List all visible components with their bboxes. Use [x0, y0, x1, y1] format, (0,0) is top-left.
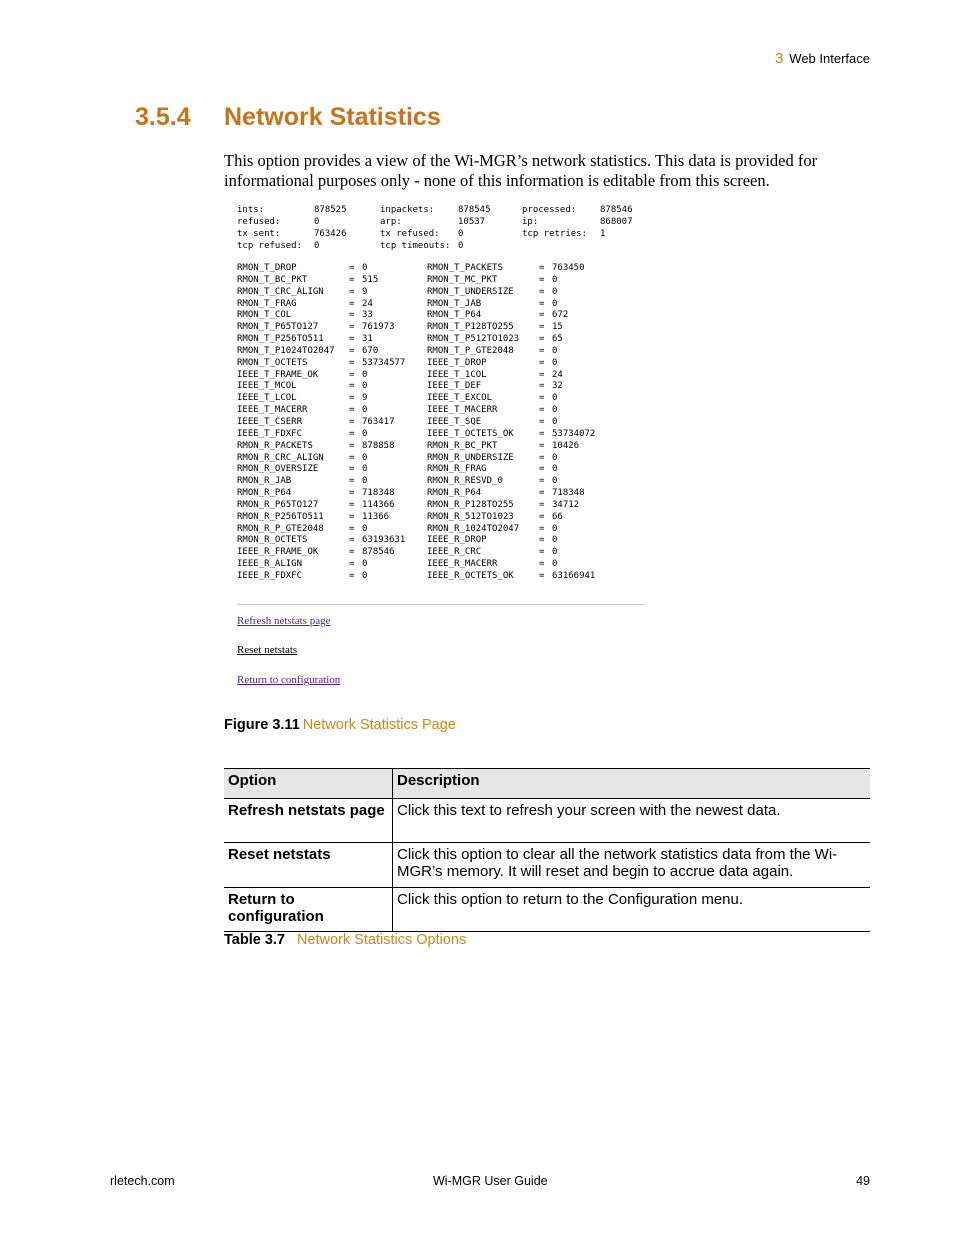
description-cell: Click this option to clear all the network statistics data from the Wi-MGR’s memory. It will reset and begin to accrue data again.	[393, 843, 871, 888]
equals-sign: =	[539, 286, 545, 297]
stat-row	[427, 275, 617, 287]
stat-value: 34712	[552, 499, 580, 510]
stat-value: 0	[362, 559, 368, 570]
stat-row	[427, 441, 617, 453]
stat-row	[427, 500, 617, 512]
equals-sign: =	[539, 381, 545, 392]
summary-counters	[237, 204, 640, 252]
stat-name: RMON_T_P_GTE2048	[427, 345, 514, 356]
stat-row	[237, 524, 427, 536]
counter-value: 878525	[314, 205, 347, 215]
stat-value: 15	[552, 322, 563, 333]
stat-value: 878858	[362, 440, 395, 451]
option-cell: Refresh netstats page	[224, 799, 393, 843]
stat-name: IEEE_R_MACERR	[427, 559, 498, 570]
footer-center: Wi-MGR User Guide	[433, 1174, 548, 1188]
stat-row	[427, 287, 617, 299]
stat-value: 33	[362, 310, 373, 321]
stat-name: IEEE_T_OCTETS_OK	[427, 428, 514, 439]
header-description: Description	[393, 769, 871, 799]
stat-value: 65	[552, 334, 563, 345]
stat-name: RMON_T_P128TO255	[427, 322, 514, 333]
equals-sign: =	[349, 381, 355, 392]
summary-row	[237, 204, 640, 216]
equals-sign: =	[349, 369, 355, 380]
equals-sign: =	[349, 416, 355, 427]
stat-row	[237, 346, 427, 358]
stat-name: IEEE_T_FDXFC	[237, 428, 303, 439]
summary-row	[237, 240, 640, 252]
stat-row	[237, 488, 427, 500]
stat-name: IEEE_R_OCTETS_OK	[427, 570, 514, 581]
return-to-configuration-link[interactable]: Return to configuration	[237, 674, 341, 686]
stat-row	[237, 275, 427, 287]
stat-row	[427, 322, 617, 334]
stat-name: IEEE_T_LCOL	[237, 393, 297, 404]
chapter-number: 3	[774, 50, 784, 67]
equals-sign: =	[349, 499, 355, 510]
counter-label: ints:	[237, 205, 265, 215]
equals-sign: =	[349, 476, 355, 487]
stat-value: 0	[552, 298, 558, 309]
equals-sign: =	[349, 322, 355, 333]
stat-name: RMON_T_P256TO511	[237, 334, 324, 345]
counter-label: tcp retries:	[522, 229, 588, 239]
counter-value: 0	[314, 217, 320, 227]
stat-row	[427, 535, 617, 547]
stat-row	[427, 464, 617, 476]
equals-sign: =	[539, 464, 545, 475]
stat-value: 718348	[362, 488, 395, 499]
equals-sign: =	[349, 345, 355, 356]
stat-name: RMON_T_MC_PKT	[427, 274, 498, 285]
figure-caption-text: Network Statistics Page	[302, 717, 456, 733]
stat-value: 761973	[362, 322, 395, 333]
stat-row	[237, 322, 427, 334]
stat-row	[237, 535, 427, 547]
stat-value: 0	[362, 428, 368, 439]
stat-name: IEEE_R_ALIGN	[237, 559, 303, 570]
stat-name: RMON_R_P65TO127	[237, 499, 319, 510]
stat-row	[237, 370, 427, 382]
stat-value: 24	[552, 369, 563, 380]
stat-row	[237, 429, 427, 441]
stat-row	[427, 263, 617, 275]
intro-paragraph: This option provides a view of the Wi-MGR’s network statistics. This data is provided for informational purposes only - none of this information is editable from this screen.	[224, 151, 818, 190]
stat-name: RMON_T_P1024TO2047	[237, 345, 335, 356]
stat-row	[427, 547, 617, 559]
equals-sign: =	[539, 499, 545, 510]
stat-row	[427, 346, 617, 358]
stat-row	[237, 500, 427, 512]
stat-value: 53734072	[552, 428, 596, 439]
chapter-title: Web Interface	[789, 51, 870, 66]
equals-sign: =	[539, 357, 545, 368]
stat-row	[237, 441, 427, 453]
footer-page-number: 49	[856, 1174, 870, 1188]
running-header	[775, 50, 870, 67]
equals-sign: =	[539, 476, 545, 487]
stat-row	[427, 559, 617, 571]
stat-value: 0	[552, 547, 558, 558]
stat-value: 53734577	[362, 357, 406, 368]
stat-name: RMON_T_UNDERSIZE	[427, 286, 514, 297]
netstats-screenshot	[237, 204, 647, 694]
stat-value: 10426	[552, 440, 580, 451]
stat-name: IEEE_T_FRAME_OK	[237, 369, 319, 380]
stat-value: 32	[552, 381, 563, 392]
equals-sign: =	[539, 310, 545, 321]
stat-name: RMON_R_P256TO511	[237, 511, 324, 522]
stat-row	[237, 381, 427, 393]
stat-name: IEEE_T_SQE	[427, 416, 482, 427]
stat-value: 0	[362, 405, 368, 416]
stat-value: 0	[362, 263, 368, 273]
equals-sign: =	[349, 334, 355, 345]
stat-value: 63193631	[362, 535, 406, 546]
counter-value: 0	[458, 229, 464, 239]
counter-label: tx sent:	[237, 229, 281, 239]
stat-value: 718348	[552, 488, 585, 499]
stat-value: 66	[552, 511, 563, 522]
stat-name: RMON_R_OVERSIZE	[237, 464, 319, 475]
stat-name: RMON_R_OCTETS	[237, 535, 308, 546]
stat-name: RMON_R_P128TO255	[427, 499, 514, 510]
stat-row	[427, 571, 617, 583]
stat-value: 114366	[362, 499, 395, 510]
stat-name: IEEE_R_FRAME_OK	[237, 547, 319, 558]
equals-sign: =	[539, 570, 545, 581]
equals-sign: =	[539, 559, 545, 570]
equals-sign: =	[349, 559, 355, 570]
equals-sign: =	[349, 298, 355, 309]
stat-name: RMON_T_P64	[427, 310, 482, 321]
option-cell: Return to configuration	[224, 888, 393, 932]
stat-row	[237, 512, 427, 524]
equals-sign: =	[349, 464, 355, 475]
counter-label: tx refused:	[380, 229, 440, 239]
counter-label: arp:	[380, 217, 402, 227]
stat-row	[237, 299, 427, 311]
section-number: 3.5.4	[135, 103, 191, 131]
counter-label: tcp timeouts:	[380, 241, 451, 251]
stat-name: IEEE_T_MACERR	[427, 405, 498, 416]
stat-row	[427, 429, 617, 441]
stat-value: 0	[362, 523, 368, 534]
description-cell: Click this text to refresh your screen with the newest data.	[393, 799, 871, 843]
stat-name: RMON_R_UNDERSIZE	[427, 452, 514, 463]
equals-sign: =	[539, 452, 545, 463]
equals-sign: =	[539, 322, 545, 333]
stat-row	[427, 512, 617, 524]
stat-row	[237, 476, 427, 488]
stat-row	[427, 393, 617, 405]
stat-value: 0	[552, 416, 558, 427]
stat-row	[427, 476, 617, 488]
stat-value: 24	[362, 298, 373, 309]
equals-sign: =	[539, 547, 545, 558]
stat-name: RMON_T_BC_PKT	[237, 274, 308, 285]
stat-row	[237, 405, 427, 417]
stat-row	[237, 547, 427, 559]
stat-value: 0	[362, 369, 368, 380]
equals-sign: =	[539, 428, 545, 439]
counter-label: refused:	[237, 217, 281, 227]
stat-name: RMON_R_P_GTE2048	[237, 523, 324, 534]
description-cell: Click this option to return to the Configuration menu.	[393, 888, 871, 932]
equals-sign: =	[539, 440, 545, 451]
stat-row	[427, 453, 617, 465]
equals-sign: =	[539, 488, 545, 499]
equals-sign: =	[539, 369, 545, 380]
stat-value: 9	[362, 286, 368, 297]
counter-value: 10537	[458, 217, 486, 227]
equals-sign: =	[349, 440, 355, 451]
stat-value: 763450	[552, 263, 585, 273]
stat-name: RMON_T_CRC_ALIGN	[237, 286, 324, 297]
table-header-row	[224, 769, 870, 799]
stat-name: IEEE_T_MCOL	[237, 381, 297, 392]
stat-row	[427, 310, 617, 322]
counter-label: tcp refused:	[237, 241, 303, 251]
stat-row	[237, 393, 427, 405]
stat-value: 0	[552, 535, 558, 546]
section-heading	[135, 103, 441, 132]
stat-name: IEEE_T_DEF	[427, 381, 482, 392]
stat-value: 0	[552, 464, 558, 475]
stat-value: 9	[362, 393, 368, 404]
table-caption	[224, 932, 466, 948]
equals-sign: =	[539, 393, 545, 404]
equals-sign: =	[349, 452, 355, 463]
stat-row	[427, 381, 617, 393]
reset-netstats-link[interactable]: Reset netstats	[237, 644, 298, 656]
table-caption-text: Network Statistics Options	[296, 932, 467, 948]
stat-value: 0	[362, 570, 368, 581]
equals-sign: =	[539, 535, 545, 546]
stat-row	[427, 334, 617, 346]
equals-sign: =	[539, 416, 545, 427]
stat-name: RMON_R_RESVD_0	[427, 476, 503, 487]
stat-value: 0	[362, 476, 368, 487]
equals-sign: =	[539, 334, 545, 345]
stat-row	[237, 334, 427, 346]
stat-value: 31	[362, 334, 373, 345]
counter-label: inpackets:	[380, 205, 435, 215]
figure-label: Figure 3.11	[224, 717, 300, 733]
equals-sign: =	[539, 298, 545, 309]
stat-name: RMON_T_P65TO127	[237, 322, 319, 333]
stat-row	[237, 453, 427, 465]
stat-value: 0	[552, 393, 558, 404]
stat-name: IEEE_R_DROP	[427, 535, 487, 546]
equals-sign: =	[539, 523, 545, 534]
counter-value	[600, 240, 640, 252]
stat-value: 0	[552, 476, 558, 487]
stat-row	[427, 299, 617, 311]
stat-value: 0	[552, 357, 558, 368]
equals-sign: =	[349, 286, 355, 297]
stat-name: RMON_R_JAB	[237, 476, 292, 487]
stat-value: 0	[552, 274, 558, 285]
equals-sign: =	[539, 405, 545, 416]
counter-value: 0	[314, 241, 320, 251]
stat-name: IEEE_T_DROP	[427, 357, 487, 368]
stat-value: 63166941	[552, 570, 596, 581]
stat-name: IEEE_T_MACERR	[237, 405, 308, 416]
stat-row	[237, 417, 427, 429]
stat-row	[237, 464, 427, 476]
stat-value: 0	[362, 381, 368, 392]
equals-sign: =	[349, 274, 355, 285]
stat-value: 11366	[362, 511, 390, 522]
stat-row	[427, 524, 617, 536]
equals-sign: =	[349, 570, 355, 581]
stat-value: 878546	[362, 547, 395, 558]
footer-left: rletech.com	[110, 1174, 175, 1188]
summary-row	[237, 216, 640, 228]
stat-value: 0	[552, 559, 558, 570]
table-label: Table 3.7	[224, 932, 285, 948]
counter-value: 878545	[458, 205, 491, 215]
counter-value: 878546	[600, 205, 633, 215]
equals-sign: =	[539, 263, 545, 273]
counter-label: ip:	[522, 217, 539, 227]
stat-value: 763417	[362, 416, 395, 427]
stat-name: RMON_T_P512TO1023	[427, 334, 520, 345]
counter-label	[522, 240, 600, 252]
stat-value: 670	[362, 345, 379, 356]
stat-name: RMON_R_CRC_ALIGN	[237, 452, 324, 463]
stat-value: 515	[362, 274, 379, 285]
counter-value: 763426	[314, 229, 347, 239]
option-cell: Reset netstats	[224, 843, 393, 888]
stat-value: 0	[362, 452, 368, 463]
stat-row	[237, 358, 427, 370]
table-row	[224, 888, 870, 932]
equals-sign: =	[349, 405, 355, 416]
stat-value: 0	[552, 405, 558, 416]
counter-value: 868007	[600, 217, 633, 227]
stat-name: RMON_R_P64	[237, 488, 292, 499]
counter-value: 1	[600, 229, 606, 239]
stat-name: IEEE_R_FDXFC	[237, 570, 303, 581]
stat-row	[427, 370, 617, 382]
stat-name: RMON_R_P64	[427, 488, 482, 499]
counter-value: 0	[458, 241, 464, 251]
stat-row	[427, 488, 617, 500]
stat-name: RMON_T_FRAG	[237, 298, 297, 309]
equals-sign: =	[349, 393, 355, 404]
equals-sign: =	[349, 310, 355, 321]
stat-name: RMON_T_JAB	[427, 298, 482, 309]
equals-sign: =	[349, 357, 355, 368]
equals-sign: =	[349, 488, 355, 499]
stat-value: 0	[552, 523, 558, 534]
stat-value: 0	[552, 345, 558, 356]
equals-sign: =	[349, 511, 355, 522]
equals-sign: =	[539, 274, 545, 285]
stat-row	[237, 310, 427, 322]
options-table	[224, 768, 870, 932]
figure-caption	[224, 717, 456, 733]
stat-name: RMON_T_PACKETS	[427, 263, 503, 273]
header-option: Option	[224, 769, 393, 799]
equals-sign: =	[349, 523, 355, 534]
stat-row	[237, 571, 427, 583]
stat-row	[237, 263, 427, 275]
left-stats-column	[237, 263, 427, 583]
equals-sign: =	[539, 345, 545, 356]
equals-sign: =	[349, 547, 355, 558]
stat-name: RMON_R_1024TO2047	[427, 523, 520, 534]
stat-row	[427, 417, 617, 429]
equals-sign: =	[349, 428, 355, 439]
stat-value: 672	[552, 310, 569, 321]
stat-name: RMON_T_DROP	[237, 263, 297, 273]
stat-row	[427, 405, 617, 417]
equals-sign: =	[349, 535, 355, 546]
stat-name: IEEE_T_CSERR	[237, 416, 303, 427]
summary-row	[237, 228, 640, 240]
section-title: Network Statistics	[224, 103, 441, 131]
stat-name: RMON_R_512TO1023	[427, 511, 514, 522]
stat-row	[237, 559, 427, 571]
stat-name: IEEE_R_CRC	[427, 547, 482, 558]
stat-value: 0	[552, 286, 558, 297]
stat-name: RMON_T_COL	[237, 310, 292, 321]
divider	[237, 604, 645, 605]
counter-label: processed:	[522, 205, 577, 215]
stat-row	[237, 287, 427, 299]
stat-name: RMON_R_PACKETS	[237, 440, 313, 451]
stat-value: 0	[362, 464, 368, 475]
stat-name: RMON_R_BC_PKT	[427, 440, 498, 451]
refresh-netstats-link[interactable]: Refresh netstats page	[237, 615, 331, 627]
stat-row	[427, 358, 617, 370]
right-stats-column	[427, 263, 617, 583]
stat-name: RMON_R_FRAG	[427, 464, 487, 475]
table-row	[224, 799, 870, 843]
table-row	[224, 843, 870, 888]
stat-name: IEEE_T_EXCOL	[427, 393, 493, 404]
equals-sign: =	[349, 263, 355, 273]
equals-sign: =	[539, 511, 545, 522]
stat-value: 0	[552, 452, 558, 463]
stat-name: IEEE_T_1COL	[427, 369, 487, 380]
stat-name: RMON_T_OCTETS	[237, 357, 308, 368]
